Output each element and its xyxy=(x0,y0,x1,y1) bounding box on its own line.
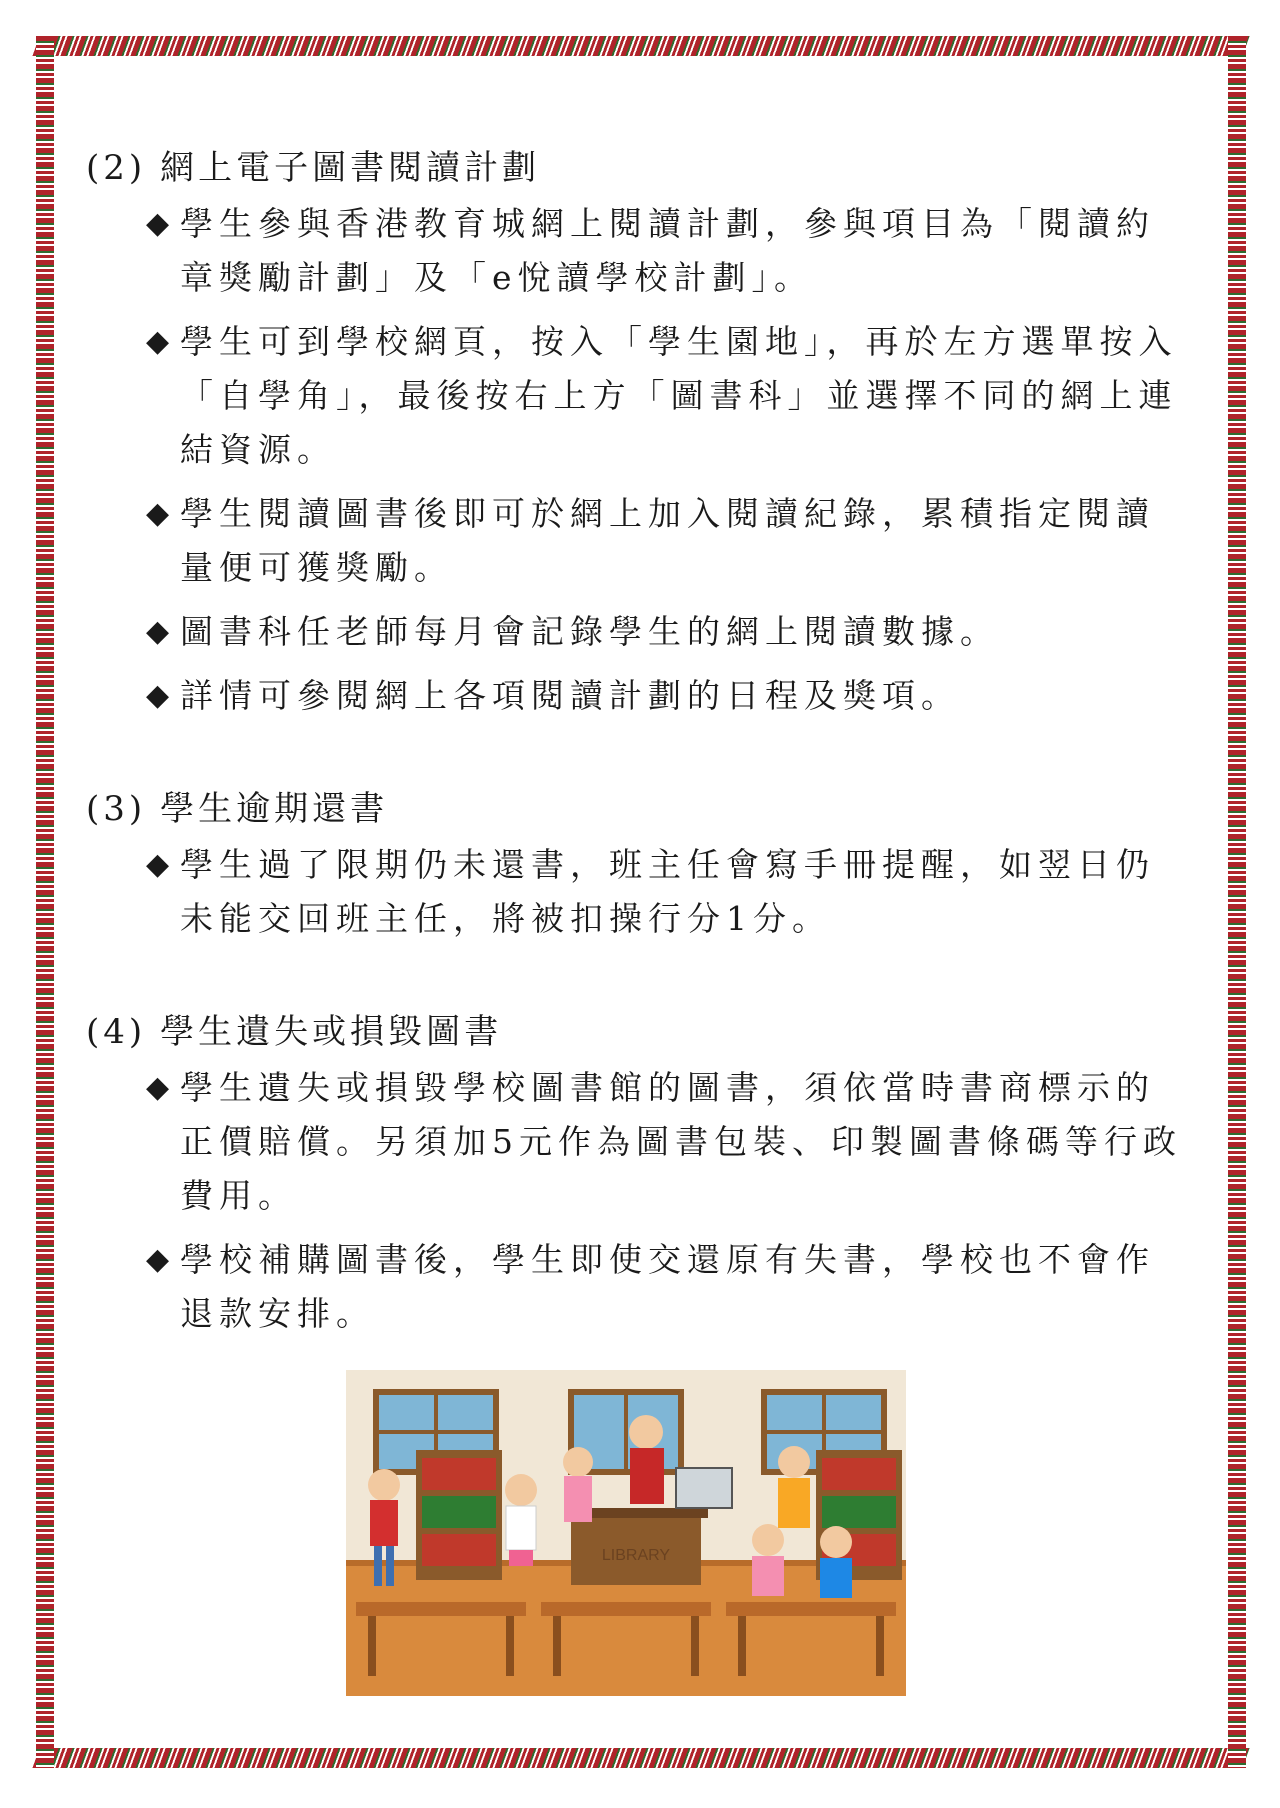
section-title: 學生逾期還書 xyxy=(160,789,389,829)
diamond-bullet-icon: ◆ xyxy=(146,206,170,241)
list-item xyxy=(146,669,1190,723)
child-figure-icon xyxy=(752,1524,784,1596)
child-figure-icon xyxy=(505,1474,537,1566)
list-item-text: 圖書科任老師每月會記錄學生的網上閱讀數據。 xyxy=(180,612,999,651)
section-heading xyxy=(86,1004,1190,1053)
list-item-text: 詳情可參閱網上各項閱讀計劃的日程及獎項。 xyxy=(180,676,960,715)
section-number: (3) xyxy=(86,789,147,829)
bookshelf-icon xyxy=(416,1450,502,1580)
diamond-bullet-icon: ◆ xyxy=(146,678,170,713)
diamond-bullet-icon: ◆ xyxy=(146,1070,170,1105)
list-item xyxy=(146,605,1190,659)
section-lost-damaged-books xyxy=(80,1004,1190,1341)
diamond-bullet-icon: ◆ xyxy=(146,496,170,531)
decorative-border-left xyxy=(36,36,54,1768)
list-item-text: 學生閱讀圖書後即可於網上加入閱讀紀錄，累積指定閱讀量便可獲獎勵。 xyxy=(180,494,1155,587)
list-item xyxy=(146,197,1190,305)
section-online-reading xyxy=(80,140,1190,723)
child-figure-icon xyxy=(820,1526,852,1598)
list-item-text: 學生遺失或損毀學校圖書館的圖書，須依當時書商標示的正價賠償。另須加5元作為圖書包裝、印製圖書條碼等行政費用。 xyxy=(180,1068,1182,1215)
decorative-border-bottom xyxy=(32,1748,1249,1768)
diamond-bullet-icon: ◆ xyxy=(146,1242,170,1277)
decorative-border-right xyxy=(1228,36,1246,1768)
section-heading xyxy=(86,781,1190,830)
desk-label: LIBRARY xyxy=(601,1547,671,1564)
section-title: 學生遺失或損毀圖書 xyxy=(160,1012,503,1052)
list-item xyxy=(146,838,1190,946)
document-body xyxy=(80,140,1190,1399)
list-item xyxy=(146,1233,1190,1341)
monitor-icon xyxy=(676,1468,732,1508)
list-item-text: 學生過了限期仍未還書，班主任會寫手冊提醒，如翌日仍未能交回班主任，將被扣操行分1分。 xyxy=(180,845,1155,938)
section-heading xyxy=(86,140,1190,189)
teacher-figure-icon xyxy=(629,1415,664,1504)
list-item xyxy=(146,315,1190,477)
child-figure-icon xyxy=(778,1446,810,1528)
section-number: (4) xyxy=(86,1012,147,1052)
list-item-text: 學生可到學校網頁，按入「學生園地」，再於左方選單按入「自學角」，最後按右上方「圖書科」並選擇不同的網上連結資源。 xyxy=(180,322,1178,469)
diamond-bullet-icon: ◆ xyxy=(146,324,170,359)
decorative-border-top xyxy=(32,36,1249,56)
diamond-bullet-icon: ◆ xyxy=(146,614,170,649)
section-overdue-books xyxy=(80,781,1190,946)
section-number: (2) xyxy=(86,148,147,188)
list-item-text: 學生參與香港教育城網上閱讀計劃，參與項目為「閱讀約章獎勵計劃」及「e悅讀學校計劃」。 xyxy=(180,204,1155,297)
list-item xyxy=(146,1061,1190,1223)
list-item xyxy=(146,487,1190,595)
section-title: 網上電子圖書閱讀計劃 xyxy=(160,148,541,188)
list-item-text: 學校補購圖書後，學生即使交還原有失書，學校也不會作退款安排。 xyxy=(180,1240,1155,1333)
library-illustration xyxy=(346,1370,906,1696)
child-figure-icon xyxy=(563,1447,593,1522)
diamond-bullet-icon: ◆ xyxy=(146,847,170,882)
